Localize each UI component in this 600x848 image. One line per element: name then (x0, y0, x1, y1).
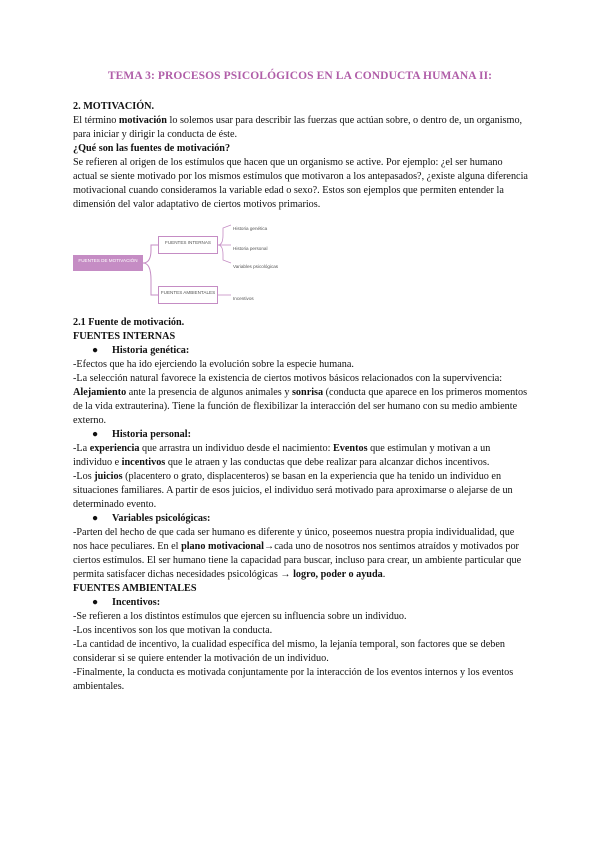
bold-term: motivación (118, 115, 167, 126)
bullet-dot: ● (92, 429, 99, 440)
paragraph-inc2: -Los incentivos son los que motivan la conducta. (73, 625, 273, 636)
text: -La (73, 443, 90, 454)
text: El término (73, 115, 119, 126)
bullet-dot: ● (92, 345, 99, 356)
paragraph-inc1: -Se refieren a los distintos estímulos que ejercen su influencia sobre un individuo. (73, 611, 407, 622)
paragraph-definition (73, 114, 528, 142)
paragraph-hp1 (73, 442, 528, 470)
paragraph-inc3: -La cantidad de incentivo, la cualidad específica del mismo, la lejanía temporal, son factores que se deben considerar si se quiere entender la motivación de un individuo. (73, 639, 505, 664)
bullet-label: Historia genética (112, 345, 186, 356)
box-fuentes-ambientales: FUENTES AMBIENTALES (158, 286, 218, 304)
heading-fuentes-ambientales: FUENTES AMBIENTALES (73, 583, 197, 594)
section-heading-fuente: 2.1 Fuente de motivación. (73, 317, 185, 328)
bullet-historia-genetica: ● Historia genética: (92, 345, 190, 356)
text: lo solemos usar para describir las fuerzas que actúan sobre, o dentro de, un organismo, para iniciar y dirigir la conducta de éste. (73, 115, 523, 140)
leaf-variables-psicologicas: Variables psicológicas (233, 264, 279, 269)
bold-term: sonrisa (291, 387, 324, 398)
bullet-dot: ● (92, 513, 99, 524)
text: ante la presencia de algunos animales y (126, 387, 292, 398)
paragraph-sources: Se refieren al origen de los estímulos que hacen que un organismo se active. Por ejemplo: ¿el ser humano actual se siente motivado por los mismos estímulos que motivaron a los antepasados?, ¿existe alguna diferencia motivacional cuando consideramos la variable edad o sexo?. Estos son ejemplos que permiten entender la dimensión del valor adaptativo de ciertos motivos primarios. (73, 157, 528, 210)
text: que estimulan y motivan a un individuo e (73, 443, 491, 468)
question-heading: ¿Qué son las fuentes de motivación? (73, 143, 231, 154)
bold-term: Alejamiento (73, 387, 127, 398)
text: cada uno de nosotros nos sentimos atraídos y motivados por ciertos estímulos. El ser humano tiene la capacidad para buscar, incluso para crear, un ambiente particular que permita satisfacer dichas necesidades psicológicas → (73, 541, 522, 580)
heading-fuentes-internas: FUENTES INTERNAS (73, 331, 176, 342)
bullet-dot: ● (92, 597, 99, 608)
paragraph-vp1 (73, 526, 528, 582)
bullet-label: Incentivos (112, 597, 157, 608)
leaf-historia-genetica: Historia genética (233, 226, 268, 231)
bullet-historia-personal: ● Historia personal: (92, 429, 191, 440)
bullet-incentivos: ● Incentivos: (92, 597, 161, 608)
leaf-historia-personal: Historia personal (233, 246, 268, 251)
paragraph-inc4: -Finalmente, la conducta es motivada conjuntamente por la interacción de los eventos internos y los eventos ambientales. (73, 667, 514, 692)
text: -Los (73, 471, 95, 482)
text: -La selección natural favorece la existencia de ciertos motivos básicos relacionados con la supervivencia: (73, 373, 503, 384)
text: que le atraen y las conductas que debe realizar para alcanzar dichos incentivos. (165, 457, 490, 468)
box-fuentes-internas: FUENTES INTERNAS (158, 236, 218, 254)
bullet-label: Historia personal (112, 429, 188, 440)
bold-term: plano motivacional (181, 541, 264, 552)
paragraph-hp2 (73, 470, 528, 512)
paragraph-hg2 (73, 372, 528, 428)
text: (conducta que aparece en los primeros momentos de la vida extrauterina). Tiene la función de flexibilizar la interacción del ser humano con su medio ambiente externo. (73, 387, 528, 426)
motivation-diagram (73, 220, 528, 310)
text: . (382, 569, 386, 580)
document-title: TEMA 3: PROCESOS PSICOLÓGICOS EN LA CONDUCTA HUMANA II: (107, 70, 493, 82)
text: (placentero o grato, displacenteros) se basan en la experiencia que ha tenido un individuo en situaciones familiares. A partir de esos juicios, el individuo será motivado para aproximarse o alejarse de un determinado evento. (73, 471, 513, 510)
bold-term: experiencia (89, 443, 140, 454)
text: que arrastra un individuo desde el nacimiento: (139, 443, 333, 454)
box-fuentes-motivacion: FUENTES DE MOTIVACIÓN (73, 255, 143, 271)
leaf-incentivos: Incentivos (233, 296, 254, 301)
paragraph-hg1: -Efectos que ha ido ejerciendo la evolución sobre la especie humana. (73, 359, 354, 370)
section-heading-motivacion: 2. MOTIVACIÓN. (73, 101, 155, 112)
arrow: → (264, 541, 275, 552)
bullet-variables-psicologicas: ● Variables psicológicas: (92, 513, 211, 524)
bold-term: Eventos (333, 443, 368, 454)
bold-term: logro, poder o ayuda (293, 569, 383, 580)
bullet-label: Variables psicológicas (112, 513, 207, 524)
bold-term: juicios (94, 471, 123, 482)
document-content (73, 100, 528, 694)
bold-term: incentivos (121, 457, 166, 468)
text: -Parten del hecho de que cada ser humano es diferente y único, poseemos nuestra propia individualidad, que nos hace peculiares. En el (73, 527, 515, 552)
